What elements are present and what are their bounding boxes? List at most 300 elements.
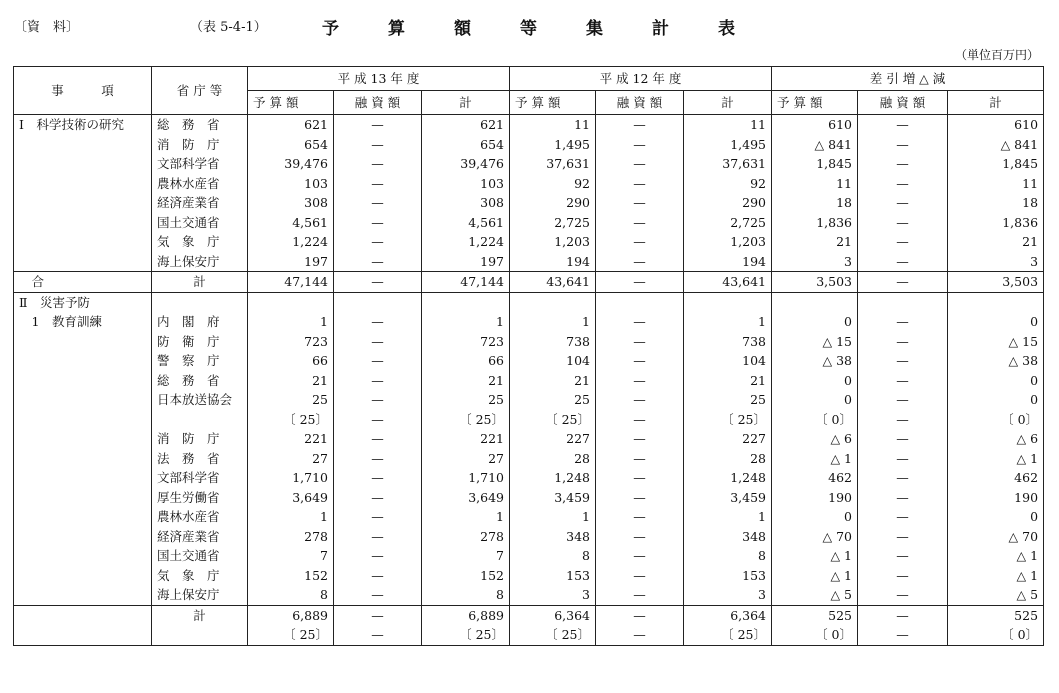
cell-value: 1 [422, 312, 510, 332]
cell-value: 153 [684, 566, 772, 586]
row-agency: 法 務 省 [152, 449, 248, 469]
cell-value: — [596, 449, 684, 469]
row-agency: 日本放送協会 [152, 390, 248, 410]
cell-value: △ 1 [948, 566, 1044, 586]
cell-value: 348 [684, 527, 772, 547]
cell-value: 104 [510, 351, 596, 371]
row-item [14, 332, 152, 352]
col-group-h12: 平 成 12 年 度 [510, 67, 772, 91]
table-row [14, 154, 1044, 174]
table-row [14, 332, 1044, 352]
table-row [14, 312, 1044, 332]
cell-value: △ 1 [772, 566, 858, 586]
row-agency: 農林水産省 [152, 174, 248, 194]
cell-value: — [596, 272, 684, 293]
cell-value: — [858, 410, 948, 430]
table-row [14, 115, 1044, 135]
cell-value: 0 [772, 390, 858, 410]
cell-value: 〔 25〕 [248, 625, 334, 645]
cell-value: 1,845 [948, 154, 1044, 174]
cell-value: 92 [510, 174, 596, 194]
cell-value: — [596, 252, 684, 272]
row-item [14, 488, 152, 508]
table-row [14, 232, 1044, 252]
row-agency: 厚生労働省 [152, 488, 248, 508]
cell-value: 1 [510, 312, 596, 332]
cell-value: 92 [684, 174, 772, 194]
cell-value: 28 [684, 449, 772, 469]
col-header-sub: 融 資 額 [334, 91, 422, 115]
title-char: 計 [652, 19, 669, 39]
row-agency [152, 625, 248, 645]
cell-value: 21 [510, 371, 596, 391]
cell-value: 0 [772, 507, 858, 527]
cell-value: — [858, 488, 948, 508]
table-row [14, 507, 1044, 527]
row-item [14, 154, 152, 174]
cell-value: — [596, 488, 684, 508]
cell-value: △ 841 [772, 135, 858, 155]
cell-value: 1,845 [772, 154, 858, 174]
cell-value: 221 [248, 429, 334, 449]
cell-value: — [334, 488, 422, 508]
cell-value: 723 [248, 332, 334, 352]
title-char: 等 [520, 19, 537, 39]
cell-value: 3 [684, 585, 772, 605]
row-agency: 国土交通省 [152, 213, 248, 233]
cell-value: 37,631 [684, 154, 772, 174]
row-agency: 農林水産省 [152, 507, 248, 527]
cell-value: — [858, 390, 948, 410]
cell-value: — [858, 625, 948, 645]
cell-value: — [596, 312, 684, 332]
cell-value: 3 [948, 252, 1044, 272]
cell-value [684, 292, 772, 312]
row-agency: 消 防 庁 [152, 135, 248, 155]
cell-value: 3,649 [248, 488, 334, 508]
cell-value: △ 70 [948, 527, 1044, 547]
cell-value: — [858, 252, 948, 272]
cell-value: — [858, 312, 948, 332]
cell-value: 723 [422, 332, 510, 352]
table-row [14, 213, 1044, 233]
cell-value: — [334, 449, 422, 469]
table-row [14, 625, 1044, 645]
cell-value: — [596, 174, 684, 194]
cell-value: 152 [248, 566, 334, 586]
cell-value: 7 [422, 546, 510, 566]
cell-value: 6,889 [248, 605, 334, 625]
cell-value: — [334, 252, 422, 272]
cell-value: 8 [248, 585, 334, 605]
section-label: 〔資 料〕 [14, 20, 80, 35]
cell-value: 1 [422, 507, 510, 527]
cell-value: — [334, 232, 422, 252]
cell-value: 308 [248, 193, 334, 213]
cell-value: — [334, 193, 422, 213]
cell-value: △ 38 [948, 351, 1044, 371]
page-title [322, 14, 784, 39]
cell-value: △ 15 [948, 332, 1044, 352]
cell-value: 227 [684, 429, 772, 449]
cell-value: — [334, 154, 422, 174]
row-item [14, 390, 152, 410]
cell-value: 1 [684, 312, 772, 332]
cell-value [596, 292, 684, 312]
cell-value: 348 [510, 527, 596, 547]
cell-value: — [858, 213, 948, 233]
cell-value: 1,836 [948, 213, 1044, 233]
row-agency: 防 衛 庁 [152, 332, 248, 352]
cell-value: 1,203 [684, 232, 772, 252]
cell-value: 21 [422, 371, 510, 391]
cell-value: — [596, 468, 684, 488]
cell-value: 〔 0〕 [772, 410, 858, 430]
cell-value: 21 [772, 232, 858, 252]
row-item: 合 [14, 272, 152, 293]
cell-value: — [858, 371, 948, 391]
row-item [14, 429, 152, 449]
row-agency: 計 [152, 605, 248, 625]
cell-value: 1,224 [422, 232, 510, 252]
cell-value: 43,641 [684, 272, 772, 293]
cell-value: — [596, 232, 684, 252]
cell-value: △ 1 [772, 546, 858, 566]
cell-value [858, 292, 948, 312]
row-agency [152, 292, 248, 312]
cell-value: 〔 25〕 [248, 410, 334, 430]
cell-value: — [334, 429, 422, 449]
cell-value: — [334, 351, 422, 371]
cell-value: — [596, 429, 684, 449]
row-item [14, 449, 152, 469]
cell-value: 1,248 [510, 468, 596, 488]
cell-value: 28 [510, 449, 596, 469]
col-header-sub: 計 [948, 91, 1044, 115]
cell-value: 66 [248, 351, 334, 371]
cell-value: — [858, 174, 948, 194]
cell-value: 39,476 [422, 154, 510, 174]
cell-value: — [596, 213, 684, 233]
cell-value: 18 [772, 193, 858, 213]
col-header-sub: 予 算 額 [248, 91, 334, 115]
cell-value: — [334, 115, 422, 135]
row-agency: 文部科学省 [152, 468, 248, 488]
row-item [14, 213, 152, 233]
cell-value: — [858, 135, 948, 155]
cell-value: — [596, 154, 684, 174]
cell-value: — [596, 527, 684, 547]
cell-value: — [858, 154, 948, 174]
cell-value: — [334, 527, 422, 547]
cell-value: 290 [510, 193, 596, 213]
cell-value: — [334, 546, 422, 566]
row-agency: 経済産業省 [152, 527, 248, 547]
cell-value: 43,641 [510, 272, 596, 293]
table-row [14, 252, 1044, 272]
cell-value: — [596, 332, 684, 352]
table-row [14, 371, 1044, 391]
cell-value: — [334, 371, 422, 391]
cell-value: — [334, 410, 422, 430]
cell-value: 610 [772, 115, 858, 135]
row-item [14, 605, 152, 625]
cell-value: 3,459 [684, 488, 772, 508]
row-agency: 総 務 省 [152, 115, 248, 135]
row-item [14, 135, 152, 155]
cell-value: 621 [248, 115, 334, 135]
row-item [14, 351, 152, 371]
cell-value: 6,364 [510, 605, 596, 625]
cell-value: — [596, 566, 684, 586]
cell-value: 〔 25〕 [510, 410, 596, 430]
cell-value: 8 [422, 585, 510, 605]
row-item: Ⅱ 災害予防 [14, 292, 152, 312]
cell-value: 610 [948, 115, 1044, 135]
cell-value: 197 [422, 252, 510, 272]
cell-value: 37,631 [510, 154, 596, 174]
table-row [14, 351, 1044, 371]
cell-value: 194 [510, 252, 596, 272]
cell-value: 21 [684, 371, 772, 391]
cell-value: 4,561 [248, 213, 334, 233]
row-item [14, 232, 152, 252]
cell-value [422, 292, 510, 312]
title-char: 集 [586, 19, 603, 39]
cell-value: — [334, 135, 422, 155]
cell-value: — [334, 272, 422, 293]
row-item [14, 193, 152, 213]
table-row [14, 605, 1044, 625]
cell-value: — [858, 605, 948, 625]
table-row [14, 468, 1044, 488]
cell-value: 〔 0〕 [948, 625, 1044, 645]
row-agency: 計 [152, 272, 248, 293]
cell-value: 6,364 [684, 605, 772, 625]
cell-value: 525 [948, 605, 1044, 625]
cell-value: — [596, 351, 684, 371]
cell-value: 〔 0〕 [772, 625, 858, 645]
cell-value: — [596, 410, 684, 430]
cell-value: 3 [510, 585, 596, 605]
row-item [14, 371, 152, 391]
cell-value: — [334, 625, 422, 645]
cell-value: — [858, 332, 948, 352]
cell-value: 0 [948, 507, 1044, 527]
cell-value: △ 15 [772, 332, 858, 352]
budget-table [13, 66, 1044, 646]
row-agency: 警 察 庁 [152, 351, 248, 371]
cell-value: 3,649 [422, 488, 510, 508]
cell-value [772, 292, 858, 312]
cell-value: 0 [948, 312, 1044, 332]
title-char: 算 [388, 19, 405, 39]
cell-value: 1,710 [248, 468, 334, 488]
cell-value: 18 [948, 193, 1044, 213]
cell-value: 11 [772, 174, 858, 194]
cell-value: 〔 25〕 [422, 625, 510, 645]
cell-value: 738 [684, 332, 772, 352]
cell-value: 0 [948, 390, 1044, 410]
cell-value: △ 6 [772, 429, 858, 449]
cell-value: △ 70 [772, 527, 858, 547]
cell-value: — [334, 213, 422, 233]
cell-value: 1 [248, 507, 334, 527]
cell-value: 11 [948, 174, 1044, 194]
cell-value [948, 292, 1044, 312]
cell-value: — [334, 585, 422, 605]
table-row [14, 390, 1044, 410]
col-header-sub: 融 資 額 [596, 91, 684, 115]
cell-value [248, 292, 334, 312]
cell-value: 621 [422, 115, 510, 135]
table-row [14, 174, 1044, 194]
row-item: Ⅰ 科学技術の研究 [14, 115, 152, 135]
cell-value: 190 [772, 488, 858, 508]
cell-value: 1 [510, 507, 596, 527]
row-item [14, 410, 152, 430]
cell-value: 3,503 [948, 272, 1044, 293]
cell-value: 104 [684, 351, 772, 371]
cell-value: 25 [510, 390, 596, 410]
cell-value: 8 [510, 546, 596, 566]
cell-value: 194 [684, 252, 772, 272]
cell-value: — [596, 115, 684, 135]
unit-label: （単位百万円） [954, 48, 1039, 62]
cell-value: 21 [948, 232, 1044, 252]
cell-value: △ 1 [948, 546, 1044, 566]
cell-value: 8 [684, 546, 772, 566]
row-item [14, 507, 152, 527]
cell-value: 525 [772, 605, 858, 625]
cell-value: — [858, 193, 948, 213]
table-row [14, 527, 1044, 547]
cell-value: 1,495 [510, 135, 596, 155]
cell-value: — [596, 371, 684, 391]
row-agency: 気 象 庁 [152, 566, 248, 586]
col-group-diff: 差 引 増 △ 減 [772, 67, 1044, 91]
cell-value: 278 [422, 527, 510, 547]
cell-value: 0 [772, 312, 858, 332]
col-header-agency: 省 庁 等 [152, 67, 248, 115]
cell-value: — [334, 332, 422, 352]
cell-value: 1 [248, 312, 334, 332]
col-group-h13: 平 成 13 年 度 [248, 67, 510, 91]
row-item [14, 546, 152, 566]
cell-value: 11 [510, 115, 596, 135]
cell-value: — [858, 468, 948, 488]
table-row [14, 585, 1044, 605]
cell-value: 103 [248, 174, 334, 194]
row-item [14, 174, 152, 194]
cell-value: 6,889 [422, 605, 510, 625]
cell-value: 1,836 [772, 213, 858, 233]
cell-value: — [858, 566, 948, 586]
cell-value: — [858, 429, 948, 449]
cell-value: 47,144 [422, 272, 510, 293]
cell-value: 4,561 [422, 213, 510, 233]
cell-value: 462 [948, 468, 1044, 488]
table-number: （表 5-4-1） [190, 20, 267, 35]
row-agency: 海上保安庁 [152, 252, 248, 272]
row-agency: 消 防 庁 [152, 429, 248, 449]
cell-value: 1,495 [684, 135, 772, 155]
cell-value: 1,203 [510, 232, 596, 252]
cell-value: △ 841 [948, 135, 1044, 155]
row-agency: 文部科学省 [152, 154, 248, 174]
cell-value: 7 [248, 546, 334, 566]
table-row [14, 135, 1044, 155]
row-agency: 気 象 庁 [152, 232, 248, 252]
cell-value: 27 [422, 449, 510, 469]
cell-value: 25 [248, 390, 334, 410]
table-row [14, 546, 1044, 566]
cell-value: 47,144 [248, 272, 334, 293]
row-item [14, 252, 152, 272]
cell-value: 290 [684, 193, 772, 213]
title-char: 予 [322, 19, 339, 39]
cell-value: — [334, 605, 422, 625]
cell-value: — [858, 351, 948, 371]
cell-value: — [596, 390, 684, 410]
cell-value: — [334, 566, 422, 586]
cell-value: 〔 25〕 [510, 625, 596, 645]
cell-value: 654 [422, 135, 510, 155]
cell-value: — [858, 232, 948, 252]
cell-value: 27 [248, 449, 334, 469]
cell-value: 153 [510, 566, 596, 586]
cell-value: 〔 0〕 [948, 410, 1044, 430]
cell-value: 21 [248, 371, 334, 391]
cell-value: 654 [248, 135, 334, 155]
cell-value: 227 [510, 429, 596, 449]
row-item [14, 527, 152, 547]
cell-value: 152 [422, 566, 510, 586]
row-item: 1 教育訓練 [14, 312, 152, 332]
row-agency: 国土交通省 [152, 546, 248, 566]
cell-value: 103 [422, 174, 510, 194]
cell-value: 462 [772, 468, 858, 488]
cell-value: 66 [422, 351, 510, 371]
cell-value: 25 [422, 390, 510, 410]
title-char: 額 [454, 19, 471, 39]
cell-value: — [858, 585, 948, 605]
cell-value: △ 5 [948, 585, 1044, 605]
cell-value: 11 [684, 115, 772, 135]
col-header-sub: 計 [422, 91, 510, 115]
cell-value [510, 292, 596, 312]
title-char: 表 [718, 19, 735, 39]
cell-value: 2,725 [684, 213, 772, 233]
row-agency [152, 410, 248, 430]
cell-value: — [596, 193, 684, 213]
cell-value: — [858, 449, 948, 469]
table-row [14, 410, 1044, 430]
cell-value: 0 [772, 371, 858, 391]
cell-value: 0 [948, 371, 1044, 391]
cell-value: △ 6 [948, 429, 1044, 449]
cell-value: — [858, 272, 948, 293]
row-item [14, 566, 152, 586]
cell-value: 〔 25〕 [684, 410, 772, 430]
cell-value: 1 [684, 507, 772, 527]
cell-value: △ 1 [772, 449, 858, 469]
cell-value: — [858, 527, 948, 547]
table-row [14, 272, 1044, 293]
row-agency: 総 務 省 [152, 371, 248, 391]
cell-value: 39,476 [248, 154, 334, 174]
table-row [14, 566, 1044, 586]
